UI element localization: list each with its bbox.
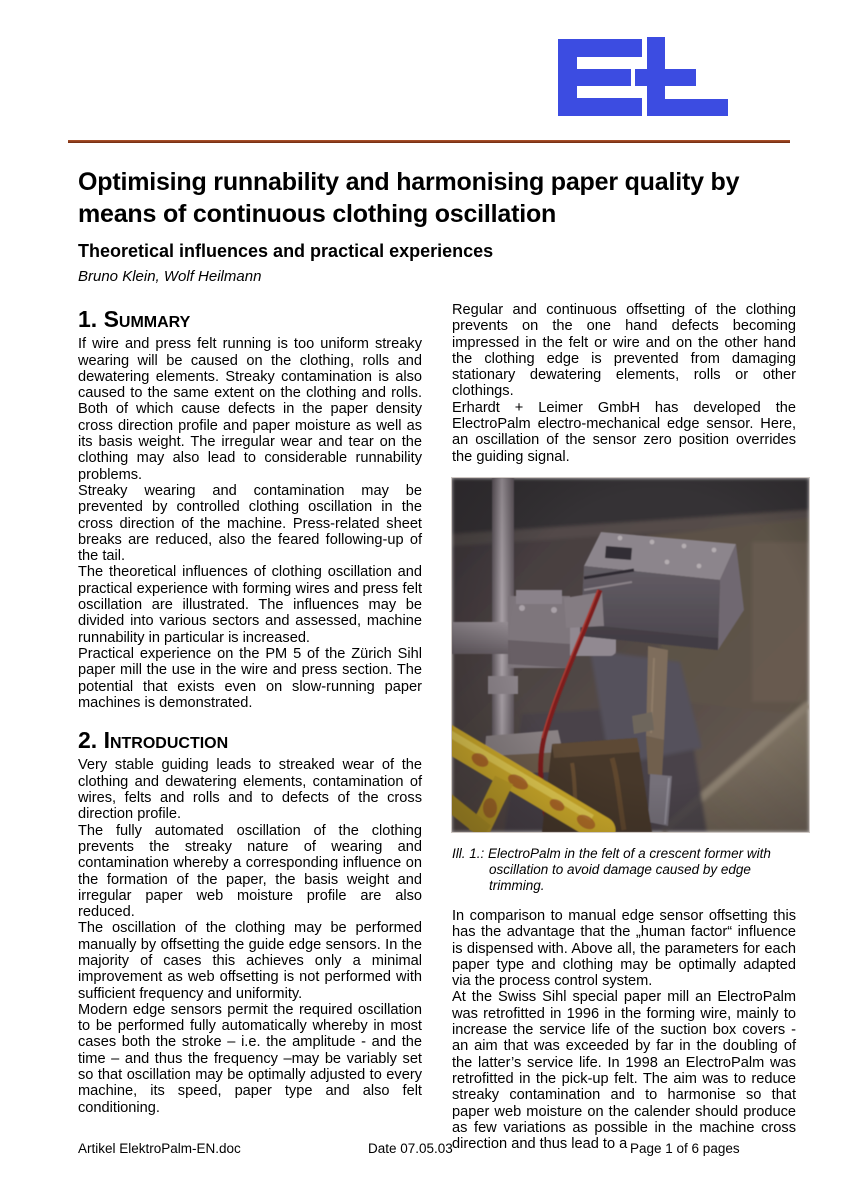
paragraph: Erhardt + Leimer GmbH has developed the ElectroPalm electro-mechanical edge sensor. Here, an oscillation of the sensor zero position overrides the guiding signal.	[452, 399, 796, 465]
paragraph: Modern edge sensors permit the required oscillation to be performed fully automatically whereby in most cases both the stroke – i.e. the amplitude - and the time – and thus the frequency –may be variably set so that oscillation may be optimally adjusted to every machine, its speed, paper type and also felt conditioning.	[78, 1001, 422, 1116]
header-rule	[68, 140, 790, 143]
electropalm-sensor-photo	[452, 478, 809, 832]
section-title: Summary	[103, 306, 191, 332]
section-title: Introduction	[103, 727, 229, 754]
paragraph: The theoretical influences of clothing oscillation and practical experience with forming wires and press felt oscillation are illustrated. The influences may be divided into various sectors and assessed, machine runnability in particular is increased.	[78, 564, 422, 646]
authors: Bruno Klein, Wolf Heilmann	[78, 268, 262, 285]
paragraph: If wire and press felt running is too uniform streaky wearing will be caused on the clothing, rolls and dewatering elements. Streaky contamination is also caused to the same extent on the clothing and rolls. Both of which cause defects in the paper density cross direction profile and paper moisture as well as its basis weight. The irregular wear and tear on the clothing may also lead to considerable runnability problems.	[78, 336, 422, 483]
paragraph: Very stable guiding leads to streaked wear of the clothing and dewatering elements, contamination of wires, felts and rolls and to defects of the cross direction profile.	[78, 757, 422, 823]
footer-date: Date 07.05.03	[368, 1141, 453, 1156]
paragraph: The fully automated oscillation of the clothing prevents the streaky nature of wearing and contamination whereby a corresponding influence on the formation of the paper, the basis weight and irregular paper web moisture profile are also reduced.	[78, 822, 422, 921]
section-number: 2.	[78, 727, 98, 754]
figure-caption-label: Ill. 1.:	[452, 845, 485, 861]
footer-document-name: Artikel ElektroPalm-EN.doc	[78, 1141, 241, 1156]
page-subtitle: Theoretical influences and practical experiences	[78, 241, 494, 261]
footer-page-number: Page 1 of 6 pages	[630, 1141, 740, 1156]
figure-caption-text: ElectroPalm in the felt of a crescent former with oscillation to avoid damage caused by edge trimming.	[488, 845, 771, 893]
erhardt-leimer-logo	[558, 37, 728, 117]
paragraph: Streaky wearing and contamination may be prevented by controlled clothing oscillation in the cross direction of the machine. Press-related sheet breaks are reduced, also the feared following-up of the tail.	[78, 482, 422, 565]
left-column	[78, 306, 422, 1116]
right-column	[452, 302, 796, 1152]
section-heading-summary	[78, 306, 422, 332]
paragraph: At the Swiss Sihl special paper mill an ElectroPalm was retrofitted in 1996 in the forming wire, mainly to increase the service life of the suction box covers - an aim that was exceeded by far in the doubling of the latter’s service life. In 1998 an ElectroPalm was retrofitted in the pick-up felt. The aim was to reduce streaky contamination and to harmonise so that paper web moisture on the calender should produce as few variations as possible in the machine cross direction and thus lead to a	[452, 989, 796, 1153]
figure-caption	[452, 846, 796, 894]
page-title: Optimising runnability and harmonising paper quality by means of continuous clothing oscillation	[78, 168, 740, 228]
paragraph: Regular and continuous offsetting of the clothing prevents on the one hand defects becoming impressed in the felt or wire and on the other hand the clothing edge is prevented from damaging stationary dewatering elements, rolls or other clothings.	[452, 302, 796, 400]
paragraph: The oscillation of the clothing may be performed manually by offsetting the guide edge sensors. In the majority of cases this achieves only a minimal improvement as web offsetting is not performed with sufficient frequency and uniformity.	[78, 920, 422, 1002]
paragraph: In comparison to manual edge sensor offsetting this has the advantage that the „human factor“ influence is dispensed with. Above all, the parameters for each paper type and clothing may be optimally adapted via the process control system.	[452, 907, 796, 990]
paragraph: Practical experience on the PM 5 of the Zürich Sihl paper mill the use in the wire and press section. The potential that exists even on slow-running paper machines is demonstrated.	[78, 645, 422, 711]
section-heading-introduction	[78, 727, 422, 754]
section-number: 1.	[78, 306, 98, 332]
